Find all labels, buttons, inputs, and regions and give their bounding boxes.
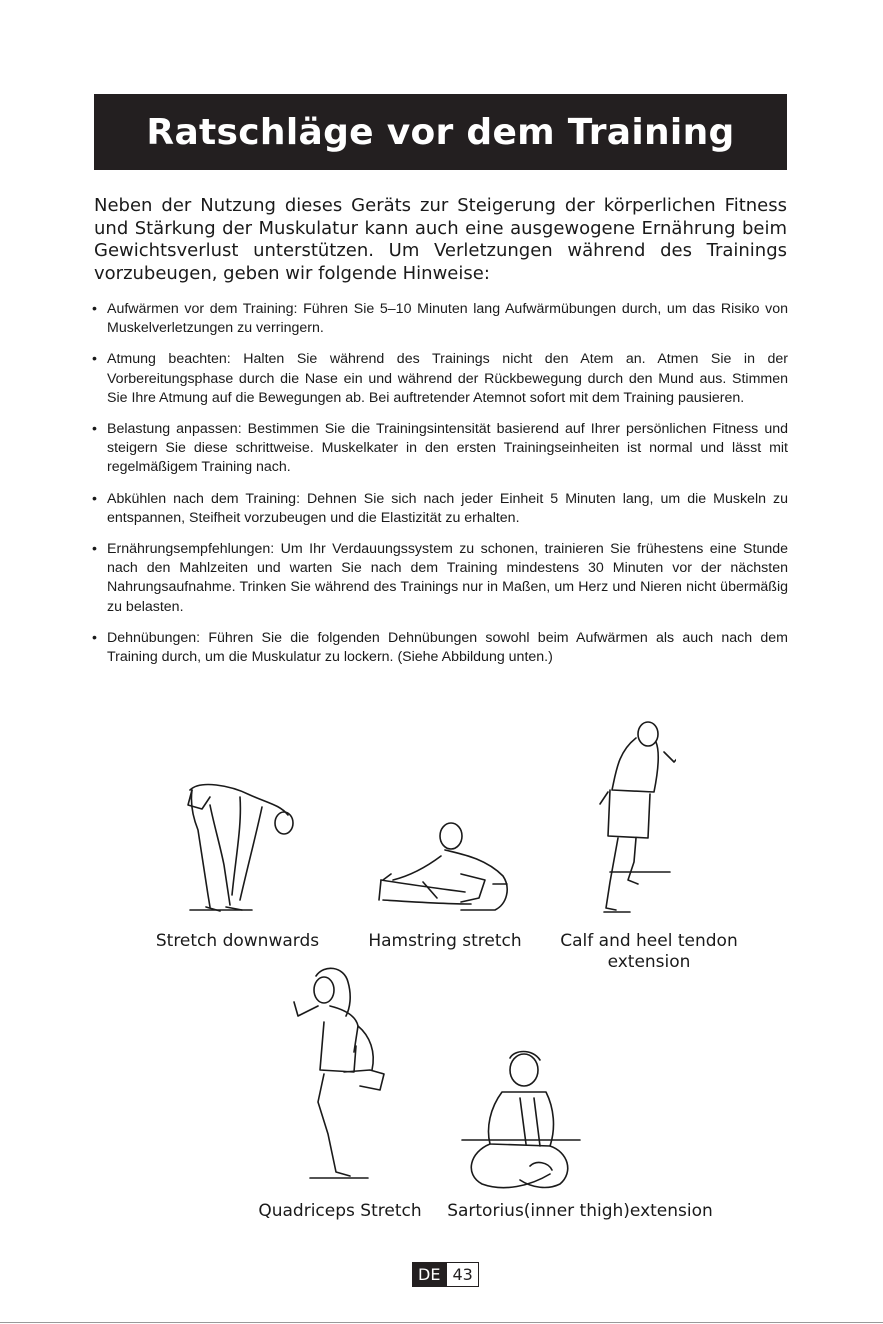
title-bar [94,94,787,170]
page-title: Ratschläge vor dem Training [146,111,735,153]
tips-list [92,300,788,679]
caption-calf-heel-extension: Calf and heel tendon extension [560,931,738,972]
tip-stretching: • Dehnübungen: Führen Sie die folgenden Dehnübungen sowohl beim Aufwärmen als auch nach dem Training durch, um die Muskulatur zu lockern. (Siehe Abbildung unten.) [92,629,788,667]
hamstring-stretch-illustration [375,818,520,918]
caption-sartorius-extension: Sartorius(inner thigh)extension [447,1201,713,1221]
language-code: DE [412,1262,446,1287]
bottom-divider [0,1322,883,1323]
sartorius-stretch-illustration [460,1048,585,1198]
quadriceps-stretch-illustration [288,962,398,1192]
stretch-downwards-illustration [180,775,300,925]
page-number-badge [412,1262,479,1287]
calf-heel-stretch-illustration [596,712,676,922]
caption-quadriceps-stretch: Quadriceps Stretch [258,1201,422,1221]
tip-cooldown: • Abkühlen nach dem Training: Dehnen Sie sich nach jeder Einheit 5 Minuten lang, um die Muskeln zu entspannen, Steifheit vorzubeugen und die Elastizität zu erhalten. [92,490,788,528]
caption-stretch-downwards: Stretch downwards [155,931,320,951]
tip-breathing: • Atmung beachten: Halten Sie während des Trainings nicht den Atem an. Atmen Sie in der Vorbereitungsphase durch die Nase ein und während der Rückbewegung durch den Mund aus. Stimmen Sie Ihre Atmung auf die Bewegungen ab. Bei auftretender Atemnot sofort mit dem Training pausieren. [92,350,788,408]
tip-warmup: • Aufwärmen vor dem Training: Führen Sie 5–10 Minuten lang Aufwärmübungen durch, um das Risiko von Muskelverletzungen zu verringern. [92,300,788,338]
tip-load: • Belastung anpassen: Bestimmen Sie die Trainingsintensität basierend auf Ihrer persönlichen Fitness und steigern Sie diese schrittweise. Muskelkater in den ersten Trainingseinheiten ist normal und lässt mit regelmäßigem Training nach. [92,420,788,478]
caption-hamstring-stretch: Hamstring stretch [368,931,522,951]
tip-nutrition: • Ernährungsempfehlungen: Um Ihr Verdauungssystem zu schonen, trainieren Sie frühestens eine Stunde nach den Mahlzeiten und warten Sie nach dem Training mindestens 30 Minuten vor der nächsten Nahrungsaufnahme. Trinken Sie während des Trainings nur in Maßen, um Herz und Nieren nicht übermäßig zu belasten. [92,540,788,617]
intro-paragraph: Neben der Nutzung dieses Geräts zur Steigerung der körperlichen Fitness und Stärkung der Muskulatur kann auch eine ausgewogene Ernährung beim Gewichtsverlust unterstützen. Um Verletzungen während des Trainings vorzubeugen, geben wir folgende Hinweise: [94,195,787,284]
page-number: 43 [446,1262,478,1287]
